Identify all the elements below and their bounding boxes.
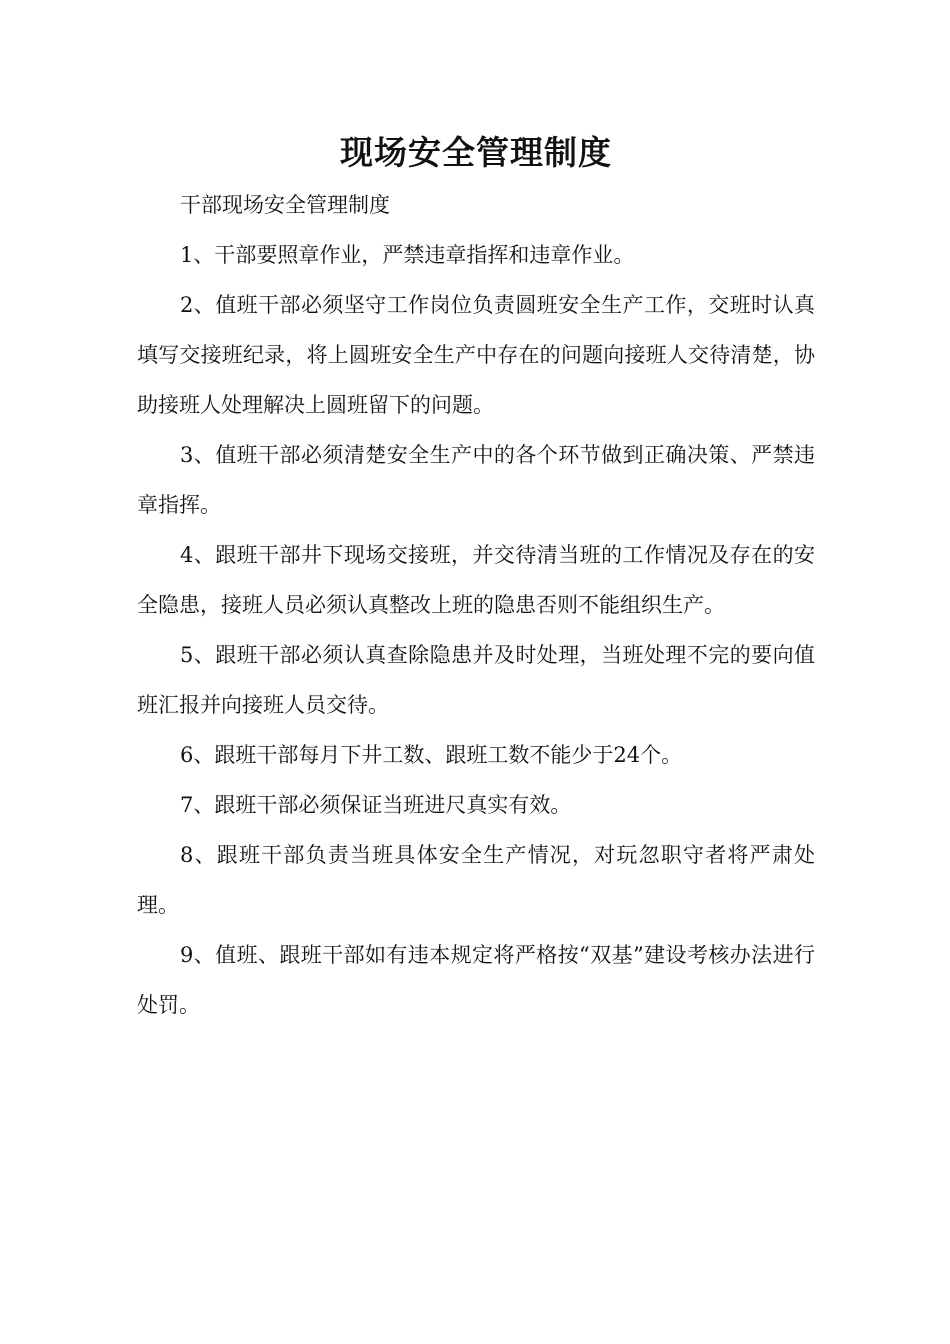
rule-item-3: 3、值班干部必须清楚安全生产中的各个环节做到正确决策、严禁违章指挥。 — [137, 443, 815, 517]
document-title: 现场安全管理制度 — [340, 133, 612, 172]
rule-item-2: 2、值班干部必须坚守工作岗位负责圆班安全生产工作，交班时认真填写交接班纪录，将上圆班安全生产中存在的问题向接班人交待清楚，协助接班人处理解决上圆班留下的问题。 — [137, 293, 815, 417]
rule-item-6: 6、跟班干部每月下井工数、跟班工数不能少于24个。 — [180, 743, 683, 767]
rule-item-4: 4、跟班干部井下现场交接班，并交待清当班的工作情况及存在的安全隐患，接班人员必须认真整改上班的隐患否则不能组织生产。 — [137, 543, 815, 617]
document-body — [137, 128, 815, 1030]
section-heading: 干部现场安全管理制度 — [180, 193, 390, 217]
rule-item-1: 1、干部要照章作业，严禁违章指挥和违章作业。 — [180, 243, 635, 267]
rule-item-9: 9、值班、跟班干部如有违本规定将严格按“双基”建设考核办法进行处罚。 — [137, 943, 815, 1017]
rule-item-7: 7、跟班干部必须保证当班进尺真实有效。 — [180, 793, 572, 817]
rule-item-5: 5、跟班干部必须认真查除隐患并及时处理，当班处理不完的要向值班汇报并向接班人员交待。 — [137, 643, 815, 717]
rule-item-8: 8、跟班干部负责当班具体安全生产情况，对玩忽职守者将严肃处理。 — [137, 843, 815, 917]
